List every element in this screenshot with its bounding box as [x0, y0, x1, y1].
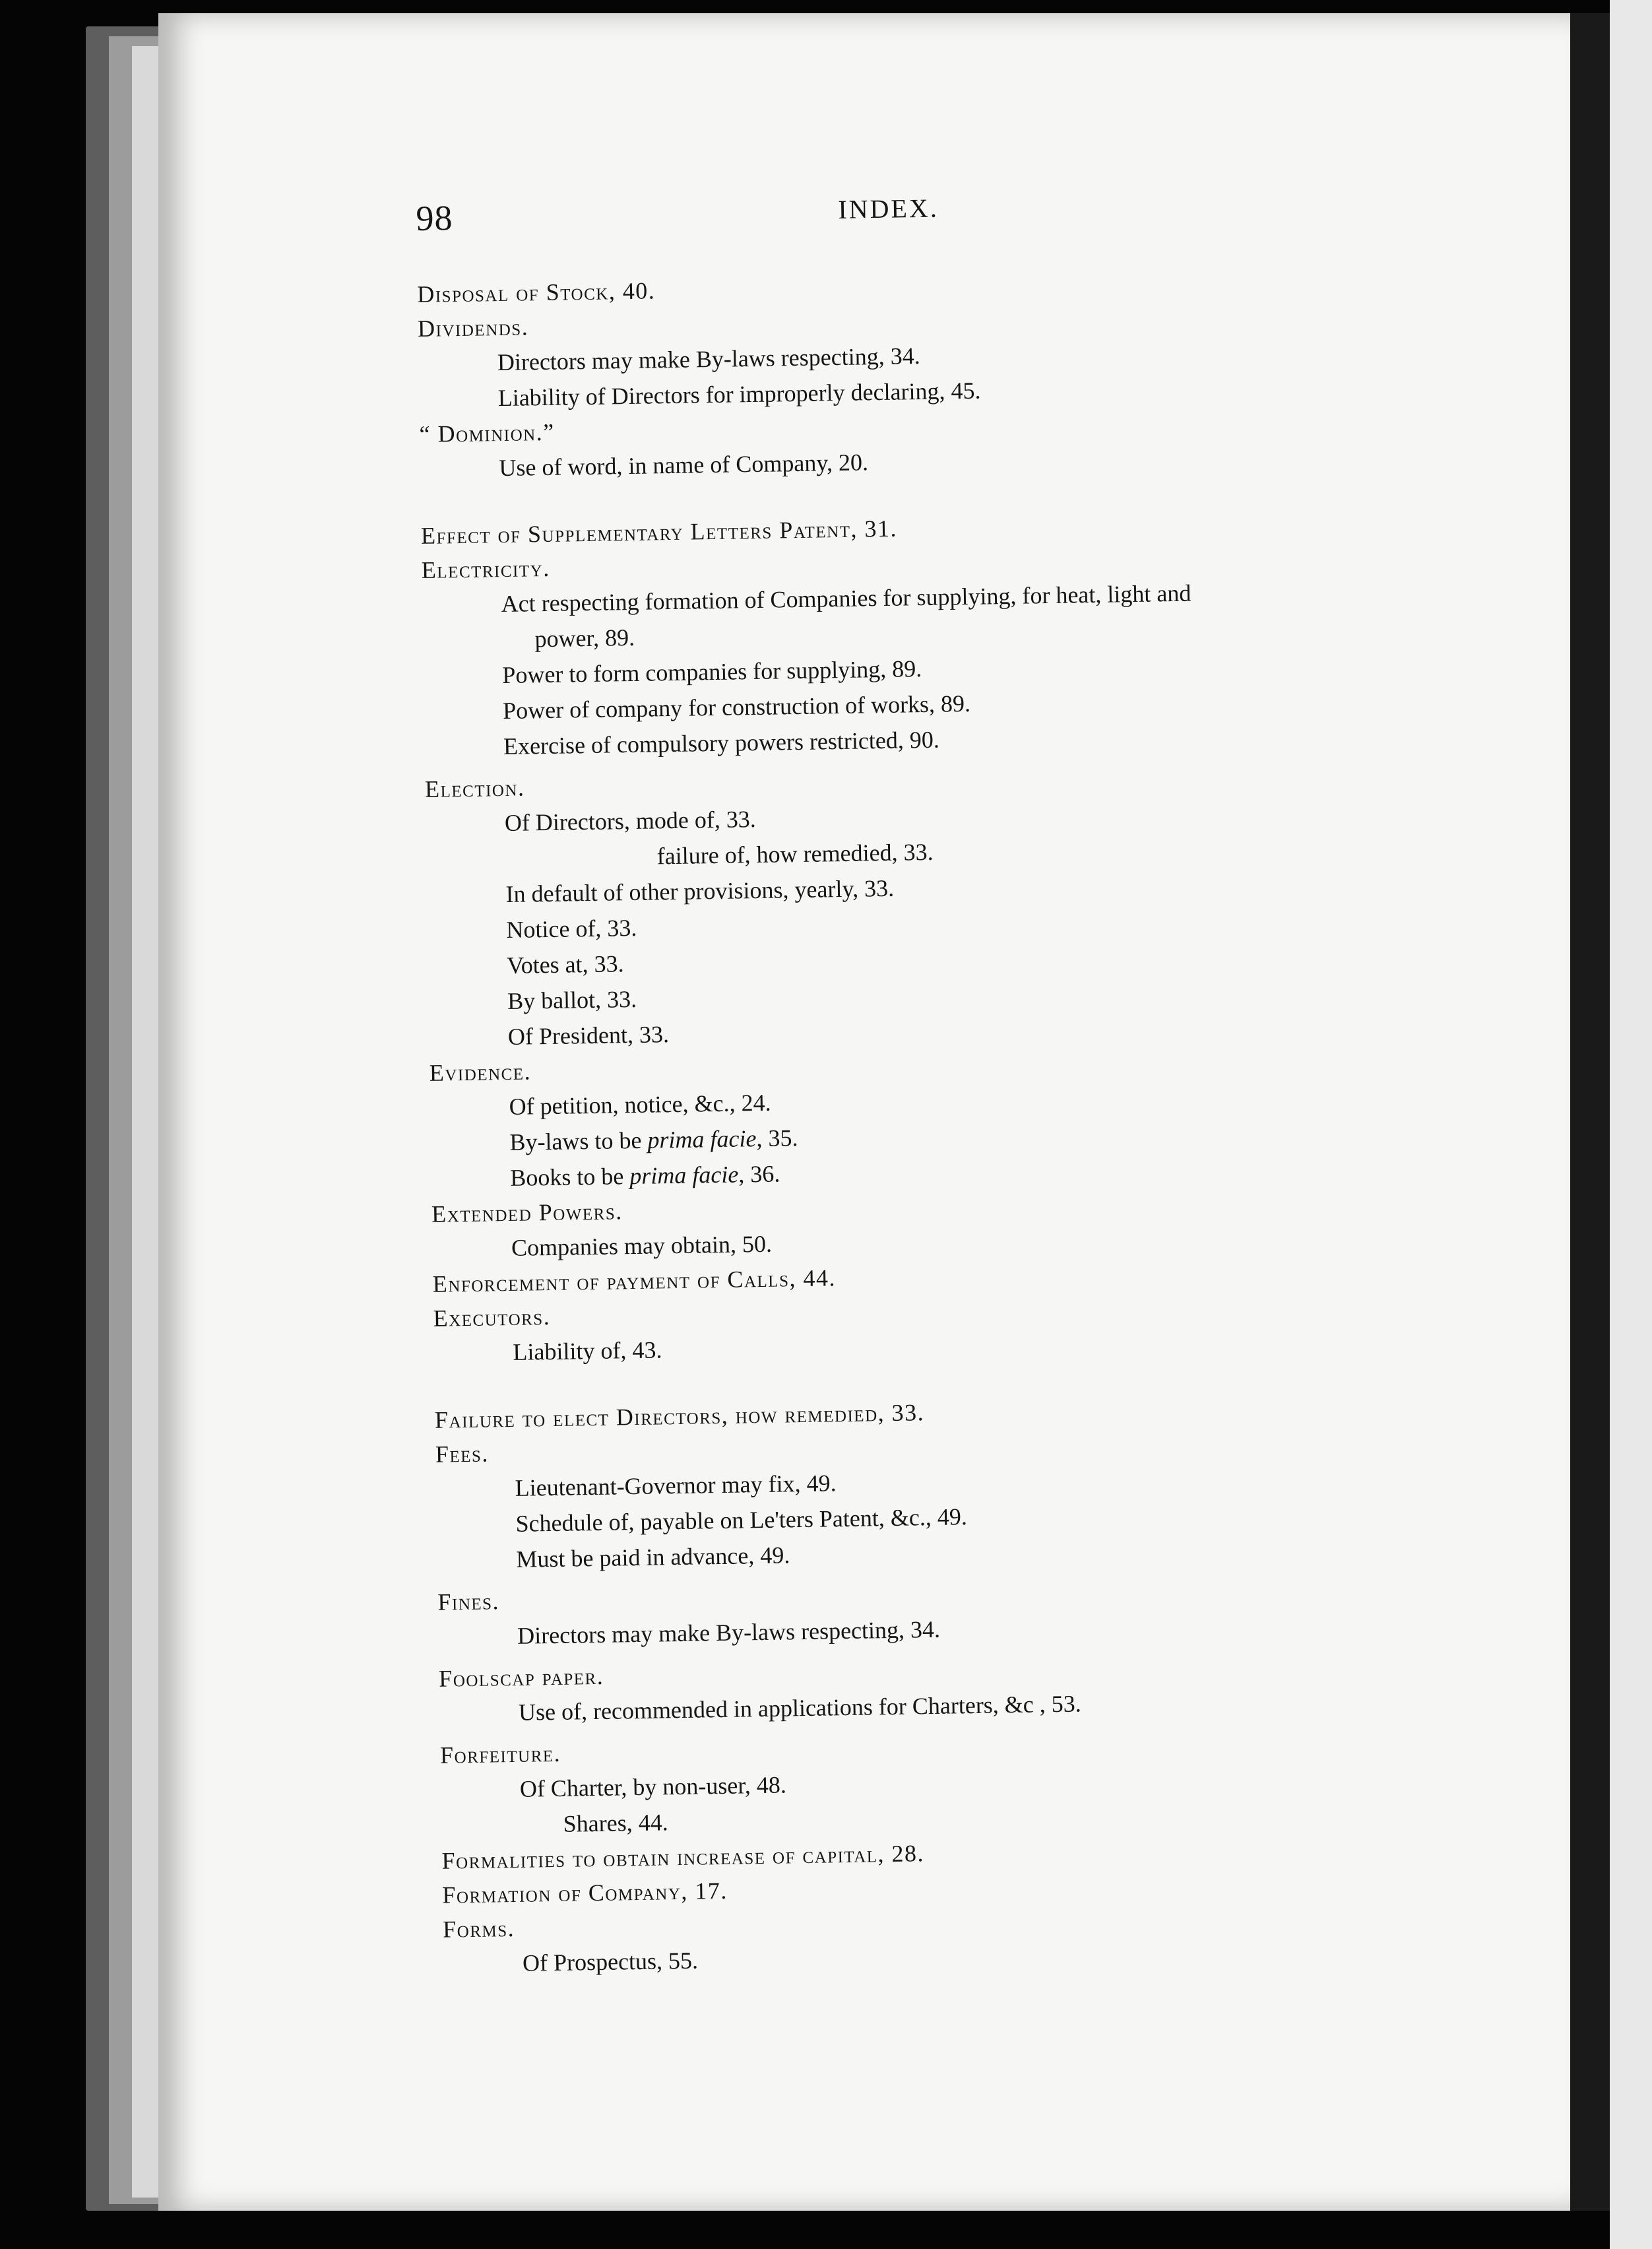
index-subentry: Use of, recommended in applications for Charters, &c , 53. — [518, 1690, 1082, 1726]
page-content — [416, 181, 1473, 1979]
index-subentry: By ballot, 33. — [507, 985, 637, 1014]
index-subentry: Votes at, 33. — [506, 950, 624, 979]
binding-gutter — [1570, 13, 1610, 2211]
index-heading: Extended Powers. — [431, 1198, 623, 1227]
subentry-page-ref: , 36. — [738, 1160, 780, 1188]
latin-term: prima facie — [629, 1161, 739, 1190]
subentry-text: By-laws to be — [509, 1126, 642, 1156]
index-subentry: Act respecting formation of Companies for supplying, for heat, light and — [501, 579, 1191, 618]
running-title: INDEX. — [837, 193, 939, 224]
index-subentry: Of petition, notice, &c., 24. — [509, 1089, 771, 1120]
index-subentry: Of Directors, mode of, 33. — [504, 806, 757, 836]
index-heading: Executors. — [433, 1303, 551, 1332]
index-heading: Disposal of Stock, 40. — [416, 277, 656, 308]
index-subentry: Companies may obtain, 50. — [511, 1230, 773, 1261]
index-subentry: Must be paid in advance, 49. — [516, 1542, 790, 1573]
index-heading: Fines. — [437, 1588, 500, 1615]
index-heading: Electricity. — [421, 554, 550, 583]
index-heading: Election. — [424, 774, 525, 802]
index-heading: Failure to elect Directors, how remedied, 33. — [434, 1399, 925, 1433]
index-subentry: Exercise of compulsory powers restricted, 90. — [503, 726, 940, 760]
index-heading: Foolscap paper. — [438, 1662, 604, 1692]
index-subentry: Power of company for construction of works, 89. — [502, 690, 971, 725]
index-subentry: In default of other provisions, yearly, 33. — [505, 874, 895, 907]
index-heading: Formalities to obtain increase of capital, 28. — [441, 1840, 925, 1874]
index-subentry: Directors may make By-laws respecting, 34. — [497, 342, 920, 376]
index-subentry: power, 89. — [534, 624, 635, 653]
latin-term: prima facie — [647, 1125, 757, 1154]
subentry-page-ref: , 35. — [756, 1124, 798, 1152]
index-subentry: Of Charter, by non-user, 48. — [519, 1771, 787, 1802]
index-heading: Dividends. — [417, 313, 529, 342]
index-subentry: Schedule of, payable on Le'ters Patent, &c., 49. — [515, 1503, 968, 1537]
index-heading: “ Dominion.” — [419, 418, 555, 447]
index-subentry: Liability of Directors for improperly declaring, 45. — [497, 377, 981, 412]
index-subentry: Power to form companies for supplying, 89. — [502, 655, 922, 689]
index-heading: Evidence. — [429, 1058, 532, 1086]
index-subentry: failure of, how remedied, 33. — [656, 838, 934, 870]
index-subentry: Shares, 44. — [563, 1809, 669, 1837]
index-heading: Enforcement of payment of Calls, 44. — [432, 1264, 837, 1297]
index-heading: Forfeiture. — [439, 1740, 561, 1769]
facing-page-edge — [1610, 0, 1652, 2249]
index-heading: Fees. — [435, 1440, 490, 1468]
index-subentry: Liability of, 43. — [513, 1336, 662, 1365]
subentry-text: Books to be — [510, 1163, 624, 1191]
index-subentry: Of President, 33. — [507, 1021, 670, 1050]
index-subentry: Notice of, 33. — [506, 914, 637, 943]
page-number: 98 — [416, 198, 453, 238]
index-subentry: Use of word, in name of Company, 20. — [499, 449, 869, 482]
index-subentry: Lieutenant-Governor may fix, 49. — [515, 1470, 837, 1501]
index-subentry: Of Prospectus, 55. — [522, 1947, 699, 1976]
index-entries — [417, 261, 1473, 1982]
index-heading: Effect of Supplementary Letters Patent, 31. — [420, 515, 898, 549]
index-heading: Formation of Company, 17. — [442, 1877, 728, 1908]
index-subentry: Directors may make By-laws respecting, 34. — [517, 1615, 941, 1649]
index-heading: Forms. — [442, 1914, 515, 1943]
